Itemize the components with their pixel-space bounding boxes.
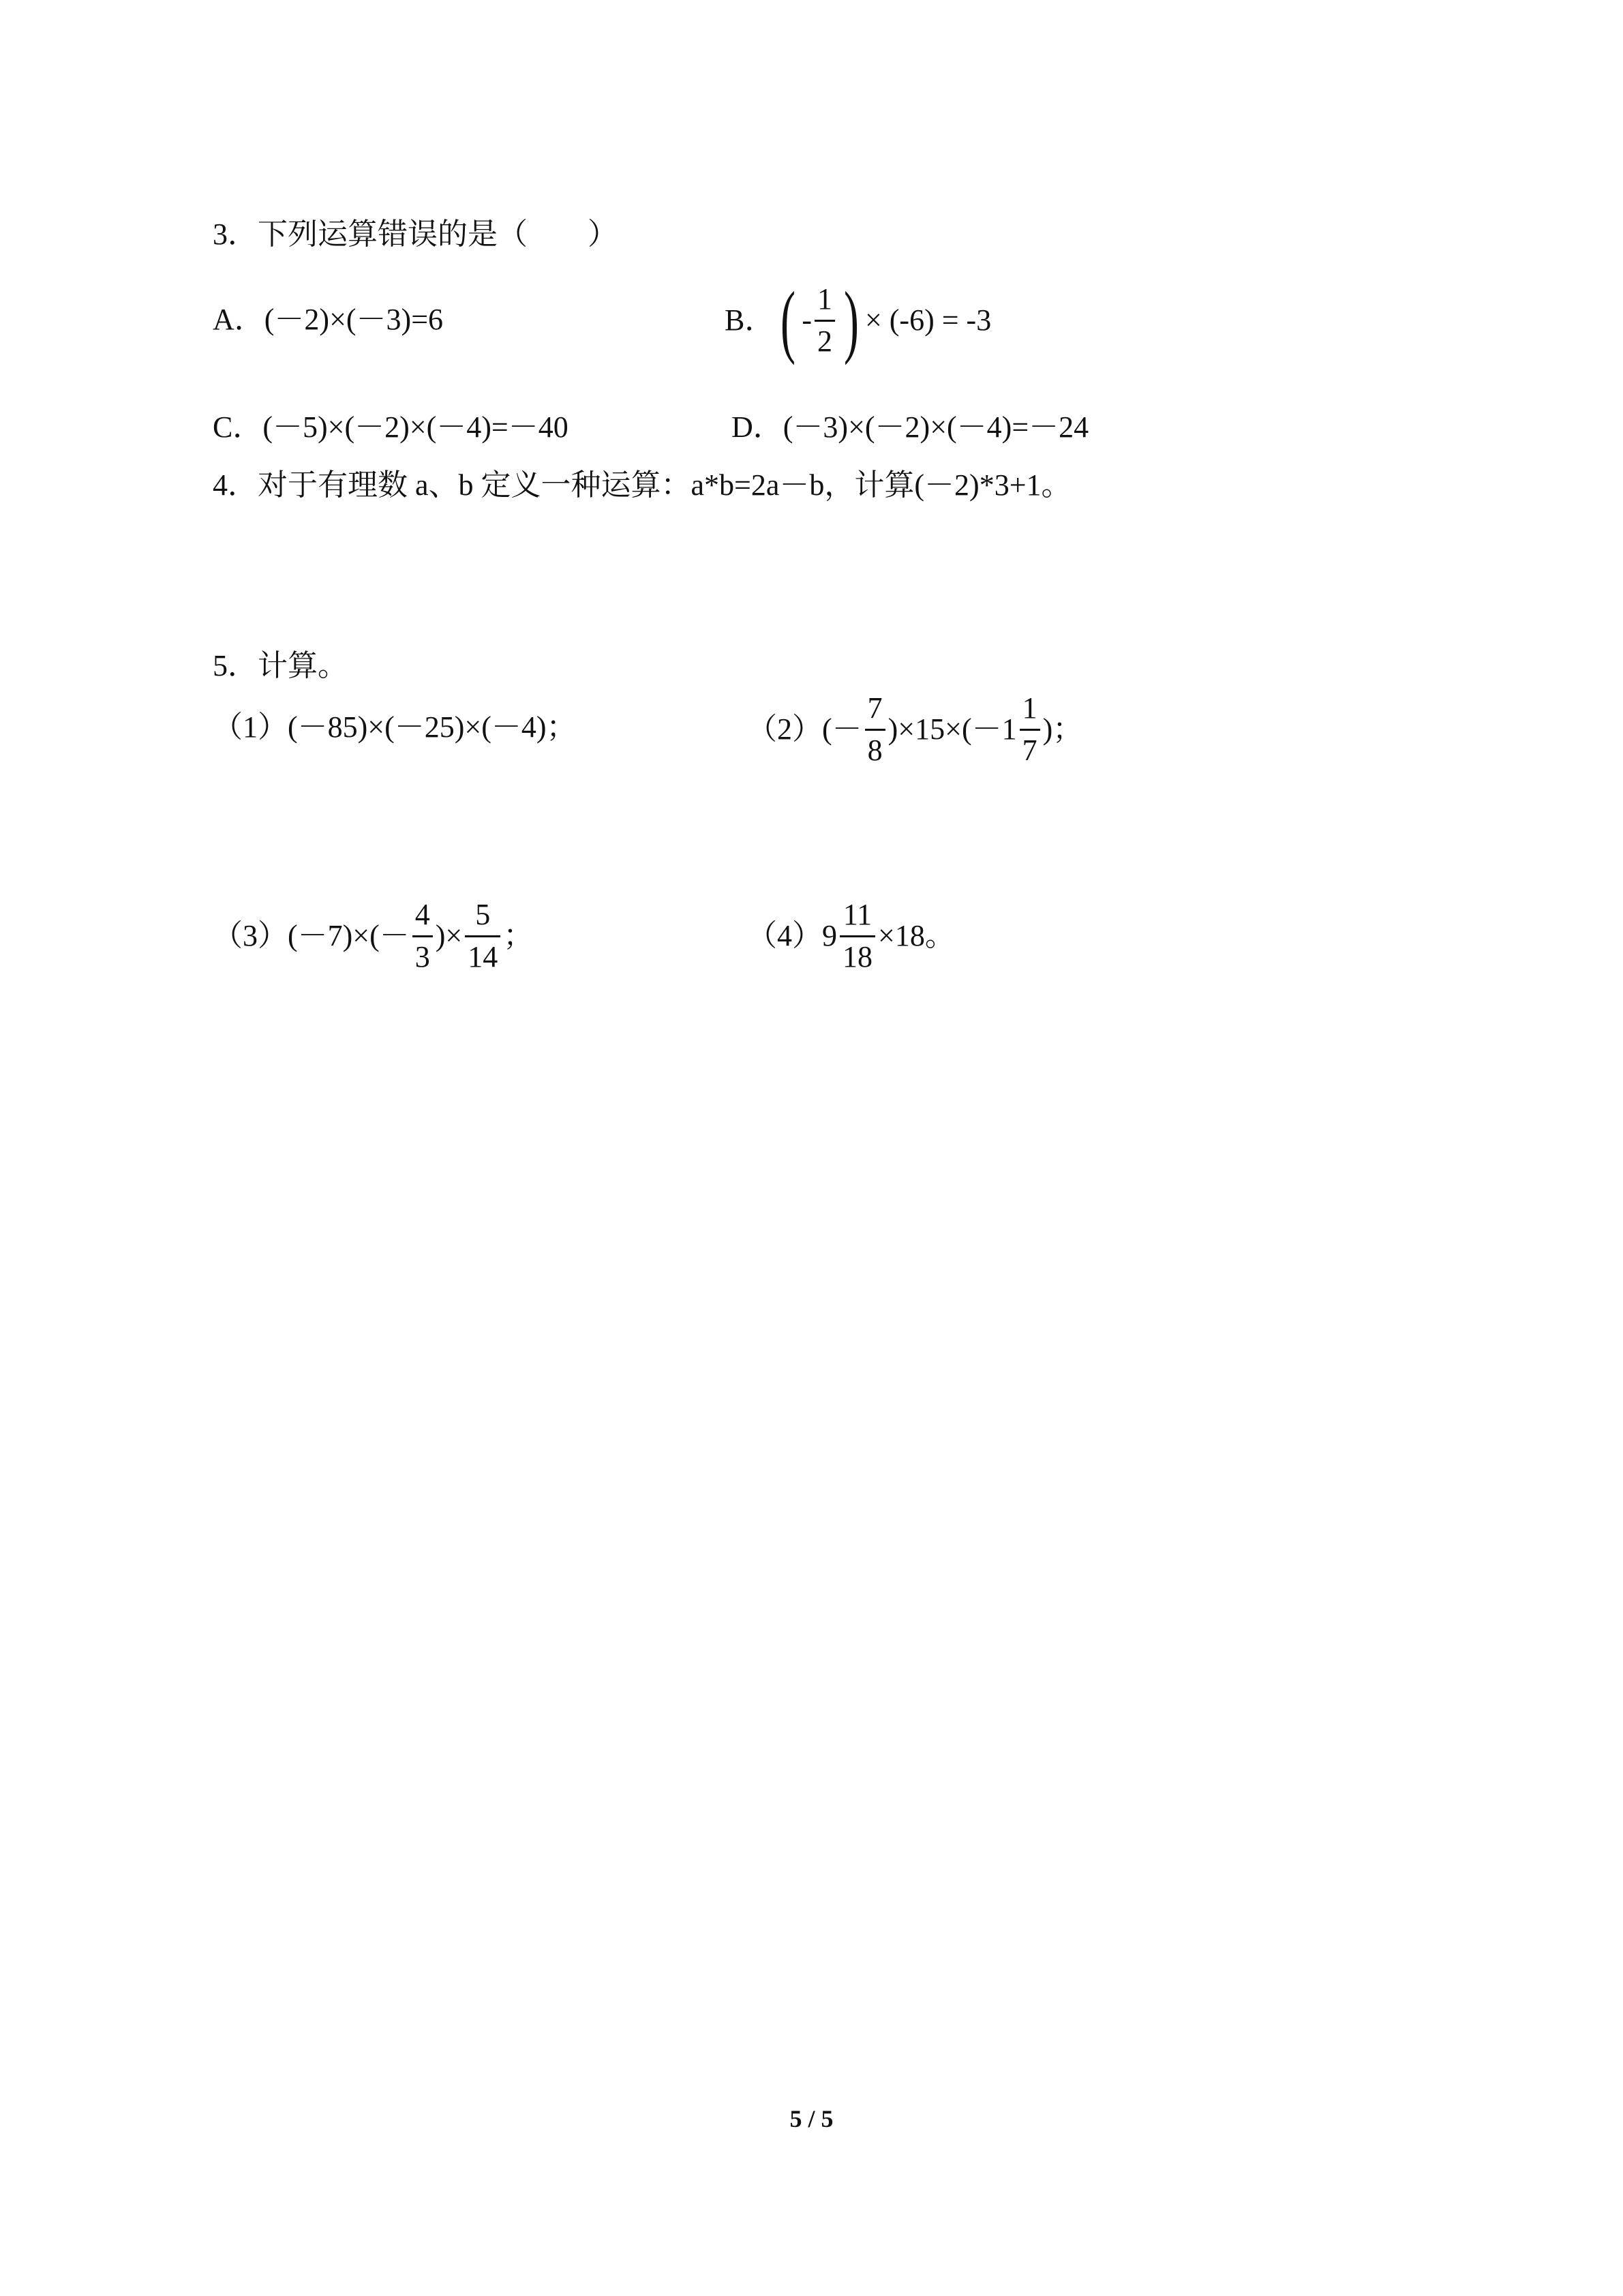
part-4-post: ×18。 — [878, 919, 955, 952]
fraction-numerator: 11 — [840, 899, 875, 937]
fraction-denominator: 2 — [817, 324, 832, 358]
part-2-mid: )×15×(－1 — [888, 712, 1017, 746]
left-paren: ( — [780, 275, 796, 365]
fraction-numerator: 1 — [815, 284, 835, 321]
fraction-denominator: 7 — [1022, 733, 1037, 767]
part-2-post: )； — [1042, 712, 1083, 746]
fraction — [815, 284, 835, 357]
fraction — [840, 899, 875, 972]
right-paren: ) — [843, 275, 859, 365]
fraction-numerator: 4 — [412, 899, 433, 937]
question-5-stem: 5．计算。 — [213, 649, 348, 682]
part-3-pre: （3）(－7)×(－ — [213, 919, 410, 952]
page-number: 5 / 5 — [789, 2105, 834, 2132]
fraction — [1020, 693, 1040, 766]
question-4-stem: 4．对于有理数 a、b 定义一种运算：a*b=2a－b，计算(－2)*3+1。 — [213, 468, 1072, 502]
part-3-mid: )× — [435, 919, 463, 952]
fraction-denominator: 18 — [843, 939, 873, 973]
fraction — [865, 693, 885, 766]
fraction-denominator: 3 — [414, 939, 430, 973]
part-4-pre: （4）9 — [747, 919, 837, 952]
part-3-post: ； — [503, 919, 534, 952]
option-b-minus: - — [802, 303, 812, 337]
fraction-denominator: 8 — [867, 733, 883, 767]
fraction — [465, 899, 500, 972]
fraction — [412, 899, 433, 972]
question-3-option-a: A．(－2)×(－3)=6 — [213, 303, 444, 336]
question-5-part-1: （1）(－85)×(－25)×(－4)； — [213, 710, 577, 744]
fraction-numerator: 7 — [865, 693, 885, 730]
fraction-numerator: 5 — [465, 899, 500, 937]
option-b-label: B． — [725, 303, 775, 337]
question-5-part-3 — [213, 892, 533, 980]
question-3-option-d: D．(－3)×(－2)×(－4)=－24 — [731, 410, 1089, 444]
question-5-part-4 — [747, 892, 955, 980]
question-5-part-2 — [747, 685, 1082, 774]
part-2-pre: （2）(－ — [747, 712, 862, 746]
option-b-rest: × (-6) = -3 — [864, 303, 992, 337]
question-3-option-c: C．(－5)×(－2)×(－4)=－40 — [213, 410, 568, 444]
fraction-numerator: 1 — [1020, 693, 1040, 730]
question-3-stem: 3．下列运算错误的是（ ） — [213, 217, 618, 251]
fraction-denominator: 14 — [468, 939, 498, 973]
question-3-option-b — [725, 269, 991, 372]
